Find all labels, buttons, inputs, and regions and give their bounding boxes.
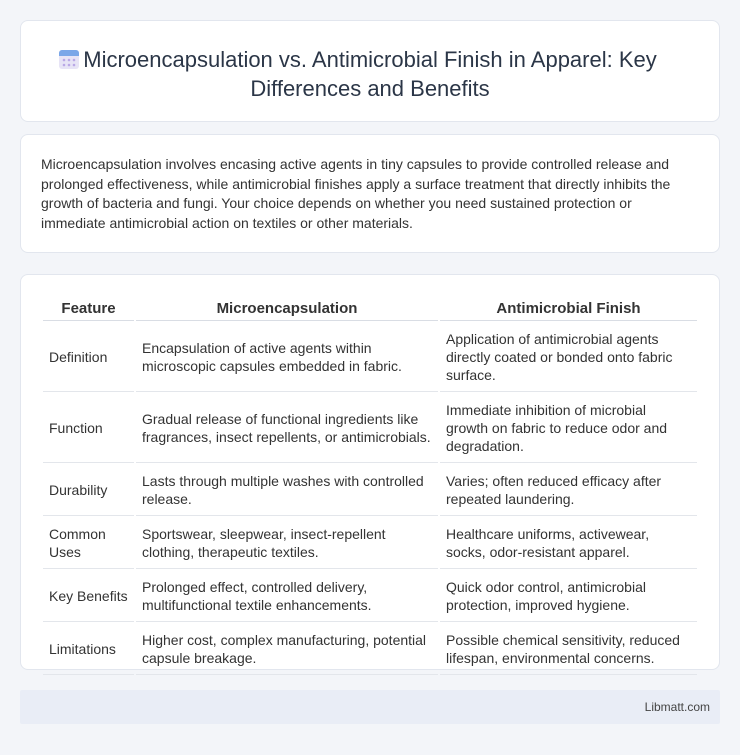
header-microencapsulation: Microencapsulation	[136, 297, 438, 321]
table-row	[43, 518, 697, 569]
row-feature: Limitations	[43, 624, 134, 675]
title-card	[20, 20, 720, 122]
row-microencapsulation: Prolonged effect, controlled delivery, multifunctional textile enhancements.	[136, 571, 438, 622]
comparison-card	[20, 274, 720, 670]
row-feature: Definition	[43, 323, 134, 392]
row-antimicrobial: Application of antimicrobial agents directly coated or bonded onto fabric surface.	[440, 323, 697, 392]
row-antimicrobial: Quick odor control, antimicrobial protection, improved hygiene.	[440, 571, 697, 622]
row-feature: Key Benefits	[43, 571, 134, 622]
row-antimicrobial: Possible chemical sensitivity, reduced lifespan, environmental concerns.	[440, 624, 697, 675]
intro-card	[20, 134, 720, 253]
table-row	[43, 624, 697, 675]
comparison-table	[41, 295, 699, 677]
footer-site-link[interactable]: Libmatt.com	[644, 700, 710, 714]
row-feature: Common Uses	[43, 518, 134, 569]
page-title: Microencapsulation vs. Antimicrobial Finish in Apparel: Key Differences and Benefits	[83, 47, 657, 101]
table-row	[43, 571, 697, 622]
table-row	[43, 465, 697, 516]
row-microencapsulation: Gradual release of functional ingredients like fragrances, insect repellents, or antimicrobials.	[136, 394, 438, 463]
row-antimicrobial: Healthcare uniforms, activewear, socks, odor-resistant apparel.	[440, 518, 697, 569]
table-header-row	[43, 297, 697, 321]
header-feature: Feature	[43, 297, 134, 321]
row-feature: Durability	[43, 465, 134, 516]
row-microencapsulation: Encapsulation of active agents within microscopic capsules embedded in fabric.	[136, 323, 438, 392]
row-microencapsulation: Lasts through multiple washes with controlled release.	[136, 465, 438, 516]
row-microencapsulation: Sportswear, sleepwear, insect-repellent clothing, therapeutic textiles.	[136, 518, 438, 569]
table-row	[43, 394, 697, 463]
row-feature: Function	[43, 394, 134, 463]
row-antimicrobial: Immediate inhibition of microbial growth on fabric to reduce odor and degradation.	[440, 394, 697, 463]
intro-paragraph: Microencapsulation involves encasing active agents in tiny capsules to provide controlled release and prolonged effectiveness, while antimicrobial finishes apply a surface treatment that directly inhibits the growth of bacteria and fungi. Your choice depends on whether you need sustained protection or immediate antimicrobial action on textiles or other materials.	[41, 156, 671, 231]
header-antimicrobial-finish: Antimicrobial Finish	[440, 297, 697, 321]
row-microencapsulation: Higher cost, complex manufacturing, potential capsule breakage.	[136, 624, 438, 675]
table-row	[43, 323, 697, 392]
row-antimicrobial: Varies; often reduced efficacy after repeated laundering.	[440, 465, 697, 516]
footer	[20, 690, 720, 724]
